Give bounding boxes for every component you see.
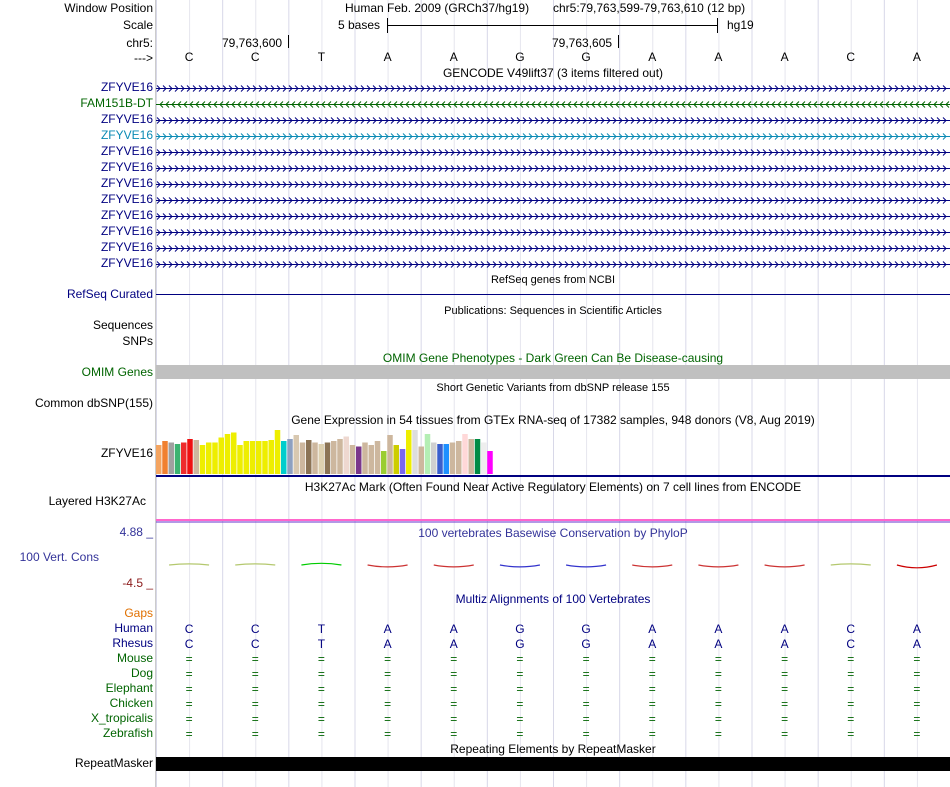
- alignment-base: =: [781, 667, 789, 681]
- alignment-base: A: [912, 637, 921, 651]
- alignment-base: =: [714, 727, 722, 741]
- gtex-tissue-bar: [325, 443, 331, 475]
- gtex-tissue-bar: [369, 445, 375, 474]
- alignment-base: =: [781, 712, 789, 726]
- alignment-base: A: [383, 622, 392, 636]
- gencode-transcript-label[interactable]: ZFYVE16: [100, 112, 153, 126]
- gtex-tissue-bar: [450, 443, 456, 475]
- alignment-base: =: [384, 727, 392, 741]
- alignment-base: =: [516, 712, 524, 726]
- cons-min-label: -4.5 _: [122, 576, 153, 590]
- alignment-base: =: [648, 712, 656, 726]
- gtex-tissue-bar: [356, 447, 362, 475]
- h3k27ac-label[interactable]: Layered H3K27Ac: [48, 494, 146, 508]
- base-letter: C: [184, 50, 194, 64]
- position-readout: chr5:79,763,599-79,763,610 (12 bp): [553, 1, 746, 15]
- gtex-tissue-bar: [419, 447, 425, 475]
- omim-track-title: OMIM Gene Phenotypes - Dark Green Can Be Disease-causing: [382, 351, 724, 365]
- gtex-tissue-bar: [362, 443, 368, 475]
- alignment-base: =: [847, 682, 855, 696]
- gtex-tissue-bar: [200, 445, 206, 474]
- gtex-tissue-bar: [187, 439, 193, 474]
- alignment-base: A: [648, 637, 657, 651]
- alignment-base: =: [913, 697, 921, 711]
- alignment-base: =: [582, 727, 590, 741]
- alignment-base: =: [185, 697, 193, 711]
- gencode-transcript-label[interactable]: ZFYVE16: [100, 128, 153, 142]
- gtex-tissue-bar: [206, 443, 212, 475]
- gencode-transcript-label[interactable]: ZFYVE16: [100, 144, 153, 158]
- alignment-base: =: [516, 652, 524, 666]
- gtex-tissue-bar: [194, 440, 200, 474]
- gtex-tissue-bar: [269, 440, 275, 474]
- alignment-base: =: [317, 727, 325, 741]
- pubs-track-title: Publications: Sequences in Scientific Articles: [444, 305, 662, 317]
- gtex-tissue-bar: [162, 441, 168, 474]
- base-letter: T: [317, 50, 326, 64]
- pubs-sequences-label[interactable]: Sequences: [92, 318, 153, 332]
- alignment-base: =: [317, 682, 325, 696]
- gtex-tissue-bar: [225, 434, 231, 474]
- gtex-tissue-bar: [156, 445, 162, 474]
- alignment-base: =: [185, 652, 193, 666]
- alignment-base: A: [714, 622, 723, 636]
- gtex-tissue-bar: [475, 439, 481, 474]
- alignment-base: T: [317, 637, 326, 651]
- base-letter: G: [581, 50, 591, 64]
- alignment-base: =: [714, 652, 722, 666]
- pubs-snps-label[interactable]: SNPs: [122, 334, 153, 348]
- alignment-base: G: [515, 622, 525, 636]
- gtex-tissue-bar: [487, 451, 493, 474]
- repeatmasker-element-bar: [156, 757, 950, 771]
- alignment-base: =: [847, 697, 855, 711]
- alignment-base: A: [780, 622, 789, 636]
- alignment-base: =: [847, 652, 855, 666]
- alignment-base: =: [251, 697, 259, 711]
- alignment-base: =: [648, 697, 656, 711]
- gtex-tissue-bar: [400, 449, 406, 474]
- alignment-base: =: [384, 652, 392, 666]
- alignment-base: =: [384, 712, 392, 726]
- gencode-transcript-label[interactable]: ZFYVE16: [100, 192, 153, 206]
- base-letter: C: [250, 50, 260, 64]
- alignment-base: =: [384, 682, 392, 696]
- alignment-base: =: [384, 697, 392, 711]
- gtex-tissue-bar: [219, 438, 225, 475]
- gtex-tissue-bar: [262, 441, 268, 474]
- rmsk-track-title: Repeating Elements by RepeatMasker: [450, 742, 656, 756]
- gencode-transcript-label[interactable]: ZFYVE16: [100, 160, 153, 174]
- alignment-base: =: [781, 727, 789, 741]
- alignment-base: A: [780, 637, 789, 651]
- alignment-base: C: [250, 637, 260, 651]
- gtex-tissue-bar: [275, 430, 281, 474]
- multiz-species-label[interactable]: X_tropicalis: [90, 711, 153, 725]
- alignment-base: =: [781, 682, 789, 696]
- gtex-tissue-bar: [456, 441, 462, 474]
- gtex-tissue-bar: [300, 443, 306, 475]
- refseq-label[interactable]: RefSeq Curated: [66, 287, 153, 301]
- gtex-tissue-bar: [306, 440, 312, 474]
- multiz-species-label[interactable]: Zebrafish: [102, 726, 153, 740]
- alignment-base: =: [185, 667, 193, 681]
- gtex-gene-label[interactable]: ZFYVE16: [100, 446, 153, 460]
- alignment-base: =: [781, 697, 789, 711]
- alignment-base: =: [450, 652, 458, 666]
- alignment-base: =: [317, 712, 325, 726]
- dbsnp-label[interactable]: Common dbSNP(155): [34, 396, 153, 410]
- alignment-base: =: [582, 667, 590, 681]
- alignment-base: =: [648, 652, 656, 666]
- alignment-base: =: [913, 727, 921, 741]
- scale-label: Scale: [122, 18, 153, 32]
- coord-label-b: 79,763,605: [552, 36, 613, 50]
- multiz-species-label[interactable]: Human: [114, 621, 153, 635]
- multiz-species-label[interactable]: Elephant: [105, 681, 153, 695]
- gtex-tissue-bar: [212, 443, 218, 475]
- dbsnp-track-title: Short Genetic Variants from dbSNP release 155: [436, 382, 670, 394]
- cons-max-label: 4.88 _: [119, 525, 153, 539]
- multiz-species-label[interactable]: Chicken: [109, 696, 153, 710]
- alignment-base: C: [846, 622, 856, 636]
- alignment-base: A: [714, 637, 723, 651]
- alignment-base: =: [450, 697, 458, 711]
- gtex-tissue-bar: [437, 444, 443, 474]
- base-letter: A: [449, 50, 458, 64]
- multiz-species-label[interactable]: Dog: [130, 666, 153, 680]
- base-letter: A: [780, 50, 789, 64]
- cons-label[interactable]: 100 Vert. Cons: [19, 550, 99, 564]
- base-letter: A: [912, 50, 921, 64]
- gencode-transcript-label[interactable]: ZFYVE16: [100, 80, 153, 94]
- alignment-base: =: [781, 652, 789, 666]
- gtex-tissue-bar: [412, 430, 418, 474]
- gtex-tissue-bar: [350, 445, 356, 474]
- base-letter: A: [383, 50, 392, 64]
- base-letter: A: [714, 50, 723, 64]
- gencode-transcript-label[interactable]: ZFYVE16: [100, 256, 153, 270]
- gtex-tissue-bar: [175, 444, 181, 474]
- alignment-base: =: [516, 697, 524, 711]
- gtex-tissue-bar: [469, 439, 475, 474]
- alignment-base: =: [582, 682, 590, 696]
- gtex-tissue-bar: [281, 441, 287, 474]
- gtex-tissue-bar: [237, 445, 243, 474]
- multiz-species-label[interactable]: Mouse: [116, 651, 153, 665]
- alignment-base: =: [582, 712, 590, 726]
- alignment-base: =: [317, 697, 325, 711]
- cons-track-title: 100 vertebrates Basewise Conservation by PhyloP: [418, 526, 688, 540]
- alignment-base: G: [581, 622, 591, 636]
- alignment-base: =: [251, 727, 259, 741]
- omim-gene-bar: [156, 365, 950, 379]
- gtex-track-title: Gene Expression in 54 tissues from GTEx RNA-seq of 17382 samples, 948 donors (V8, Aug 2019): [291, 413, 815, 427]
- gtex-tissue-bar: [294, 435, 300, 474]
- alignment-base: =: [913, 652, 921, 666]
- alignment-base: =: [913, 682, 921, 696]
- alignment-base: =: [251, 667, 259, 681]
- rmsk-label[interactable]: RepeatMasker: [74, 756, 153, 770]
- alignment-base: =: [648, 682, 656, 696]
- alignment-base: =: [251, 682, 259, 696]
- db-label: hg19: [727, 18, 754, 32]
- alignment-base: =: [450, 712, 458, 726]
- gtex-tissue-bar: [425, 434, 431, 474]
- scale-value: 5 bases: [338, 18, 381, 32]
- gencode-track-title: GENCODE V49lift37 (3 items filtered out): [442, 66, 664, 80]
- alignment-base: =: [317, 667, 325, 681]
- alignment-base: =: [450, 682, 458, 696]
- alignment-base: =: [847, 712, 855, 726]
- alignment-base: =: [450, 727, 458, 741]
- gtex-tissue-bar: [481, 443, 487, 475]
- base-letter: G: [515, 50, 525, 64]
- gtex-tissue-bar: [250, 441, 256, 474]
- window-position-label: Window Position: [64, 1, 153, 15]
- alignment-base: =: [847, 727, 855, 741]
- gtex-tissue-bar: [331, 441, 337, 474]
- gtex-tissue-bar: [181, 443, 187, 475]
- gtex-tissue-bar: [312, 443, 318, 475]
- alignment-base: =: [714, 667, 722, 681]
- alignment-base: =: [251, 712, 259, 726]
- alignment-base: =: [582, 652, 590, 666]
- gencode-transcript-label[interactable]: ZFYVE16: [100, 240, 153, 254]
- alignment-base: =: [582, 697, 590, 711]
- alignment-base: =: [714, 697, 722, 711]
- gencode-transcript-label[interactable]: ZFYVE16: [100, 224, 153, 238]
- gtex-tissue-bar: [381, 451, 387, 474]
- coord-label-a: 79,763,600: [222, 36, 283, 50]
- strand-label: --->: [134, 51, 153, 65]
- gencode-transcript-label[interactable]: ZFYVE16: [100, 208, 153, 222]
- base-letter: C: [846, 50, 856, 64]
- multiz-track-title: Multiz Alignments of 100 Vertebrates: [455, 592, 651, 606]
- gaps-label: Gaps: [124, 606, 153, 620]
- alignment-base: C: [250, 622, 260, 636]
- alignment-base: =: [913, 667, 921, 681]
- alignment-base: C: [846, 637, 856, 651]
- alignment-base: =: [185, 682, 193, 696]
- gtex-tissue-bar: [444, 444, 450, 474]
- alignment-base: A: [383, 637, 392, 651]
- alignment-base: C: [184, 622, 194, 636]
- alignment-base: T: [317, 622, 326, 636]
- gtex-tissue-bar: [375, 441, 381, 474]
- gtex-tissue-bar: [431, 443, 437, 475]
- alignment-base: =: [384, 667, 392, 681]
- alignment-base: =: [913, 712, 921, 726]
- assembly-title: Human Feb. 2009 (GRCh37/hg19): [345, 1, 530, 15]
- alignment-base: =: [648, 667, 656, 681]
- omim-label[interactable]: OMIM Genes: [81, 365, 153, 379]
- alignment-base: A: [449, 637, 458, 651]
- refseq-track-title: RefSeq genes from NCBI: [490, 274, 616, 286]
- alignment-base: =: [516, 667, 524, 681]
- gtex-tissue-bar: [244, 441, 250, 474]
- alignment-base: =: [714, 712, 722, 726]
- multiz-species-label[interactable]: Rhesus: [112, 636, 153, 650]
- gtex-tissue-bar: [394, 445, 400, 474]
- alignment-base: =: [450, 667, 458, 681]
- gtex-tissue-bar: [406, 430, 412, 474]
- gtex-tissue-bar: [169, 443, 175, 475]
- alignment-base: A: [648, 622, 657, 636]
- alignment-base: C: [184, 637, 194, 651]
- alignment-base: G: [515, 637, 525, 651]
- gtex-tissue-bar: [387, 435, 393, 474]
- base-letter: A: [648, 50, 657, 64]
- gtex-tissue-bar: [319, 444, 325, 474]
- alignment-base: A: [912, 622, 921, 636]
- gtex-tissue-bar: [256, 441, 262, 474]
- gtex-tissue-bar: [231, 433, 237, 475]
- alignment-base: A: [449, 622, 458, 636]
- alignment-base: =: [185, 727, 193, 741]
- alignment-base: G: [581, 637, 591, 651]
- gtex-tissue-bar: [287, 439, 293, 474]
- alignment-base: =: [847, 667, 855, 681]
- h3k27ac-track-title: H3K27Ac Mark (Often Found Near Active Regulatory Elements) on 7 cell lines from ENCODE: [304, 480, 802, 494]
- alignment-base: =: [516, 727, 524, 741]
- alignment-base: =: [714, 682, 722, 696]
- alignment-base: =: [516, 682, 524, 696]
- gencode-transcript-label[interactable]: ZFYVE16: [100, 176, 153, 190]
- gencode-transcript-label[interactable]: FAM151B-DT: [80, 96, 153, 110]
- alignment-base: =: [251, 652, 259, 666]
- gtex-tissue-bar: [337, 439, 343, 474]
- alignment-base: =: [317, 652, 325, 666]
- chrom-label: chr5:: [126, 36, 153, 50]
- gtex-tissue-bar: [462, 434, 468, 474]
- alignment-base: =: [648, 727, 656, 741]
- alignment-base: =: [185, 712, 193, 726]
- gtex-tissue-bar: [344, 437, 350, 475]
